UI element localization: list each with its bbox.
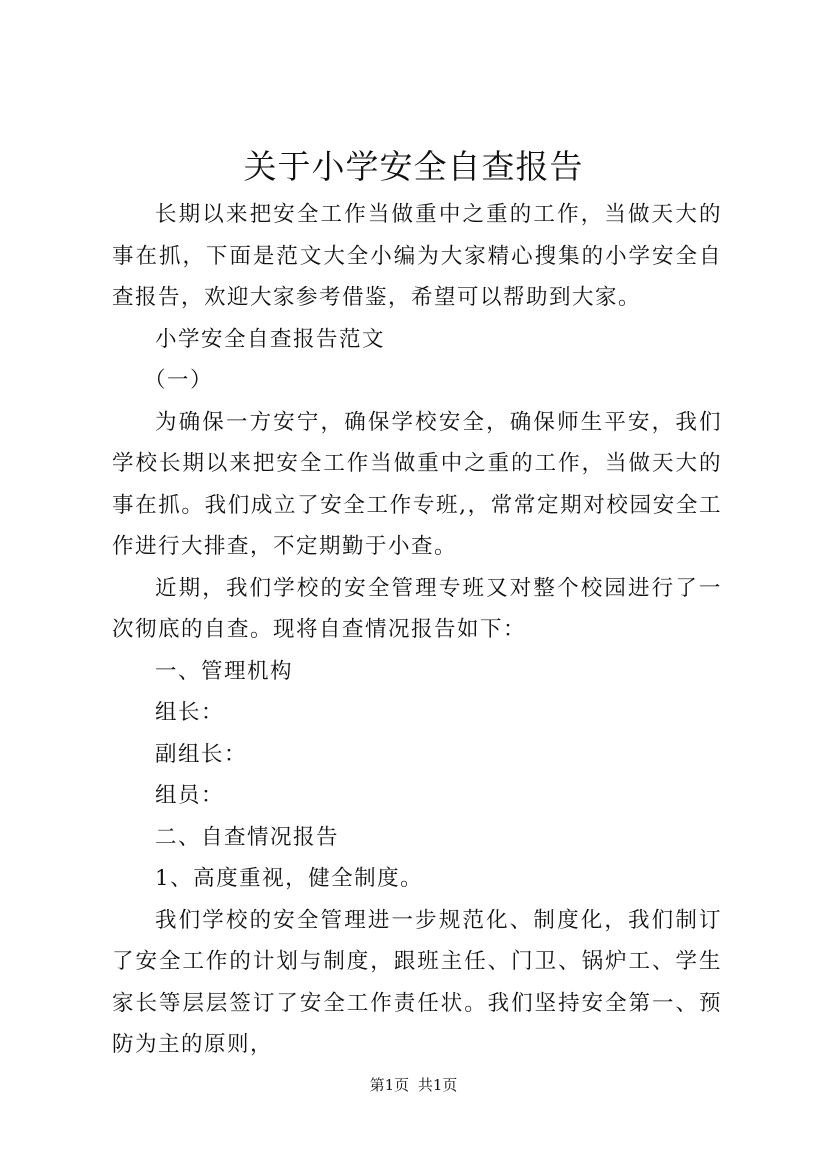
page-total: 共1页	[417, 1076, 458, 1094]
subheading-management: 一、管理机构	[155, 658, 294, 684]
page-footer	[0, 1074, 827, 1096]
body-paragraph: 为确保一方安宁，确保学校安全，确保师生平安，我们学校长期以来把安全工作当做重中之重的工作，当做天大的事在抓。我们成立了安全工作专班,，常常定期对校园安全工作进行大排查，不定期勤于小查。	[112, 409, 722, 559]
section-number: （一）	[144, 368, 214, 393]
section-heading: 小学安全自查报告范文	[155, 326, 386, 352]
role-deputy-leader: 副组长：	[155, 741, 248, 767]
role-members: 组员：	[155, 783, 225, 808]
body-paragraph: 我们学校的安全管理进一步规范化、制度化，我们制订了安全工作的计划与制度，跟班主任、门卫、锅炉工、学生家长等层层签订了安全工作责任状。我们坚持安全第一、预防为主的原则，	[112, 907, 722, 1057]
document-body	[112, 194, 722, 1066]
intro-paragraph: 长期以来把安全工作当做重中之重的工作，当做天大的事在抓，下面是范文大全小编为大家精心搜集的小学安全自查报告，欢迎大家参考借鉴，希望可以帮助到大家。	[112, 202, 722, 310]
subheading-self-check: 二、自查情况报告	[155, 824, 340, 850]
body-paragraph: 近期，我们学校的安全管理专班又对整个校园进行了一次彻底的自查。现将自查情况报告如下：	[112, 575, 722, 642]
document-title: 关于小学安全自查报告	[243, 147, 584, 186]
role-leader: 组长：	[155, 700, 225, 725]
page-number: 第1页	[369, 1076, 410, 1094]
item-heading: 1、高度重视，健全制度。	[155, 866, 424, 891]
